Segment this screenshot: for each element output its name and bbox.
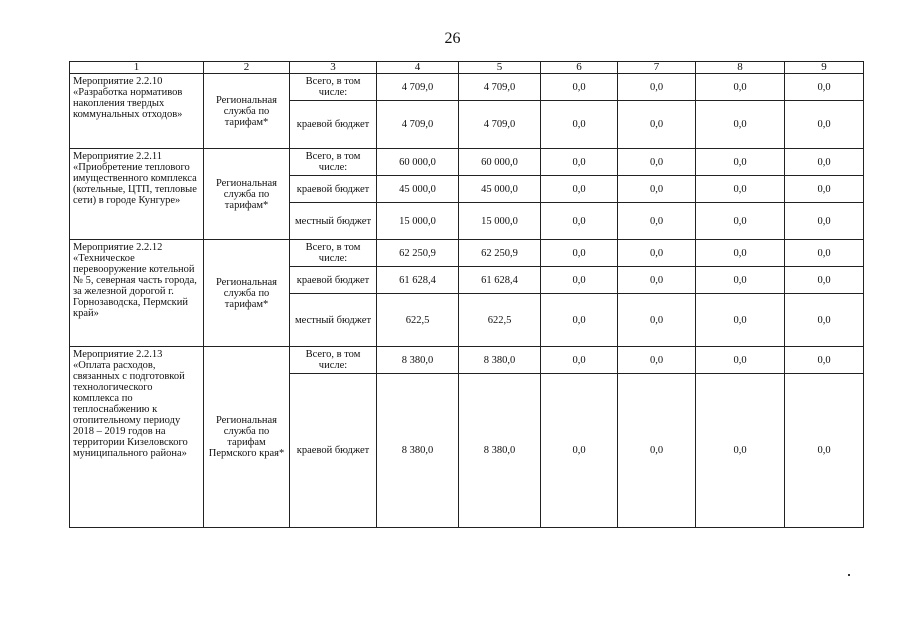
amount-cell: 0,0 — [696, 267, 785, 294]
measure-name-cell: Мероприятие 2.2.11 «Приобретение теплового имущественного комплекса (котельные, ЦТП, тепловые сети) в городе Кунгуре» — [70, 149, 204, 240]
page-number: 26 — [444, 30, 461, 47]
funding-source-cell: краевой бюджет — [290, 267, 377, 294]
amount-cell: 0,0 — [696, 176, 785, 203]
amount-cell: 0,0 — [618, 203, 696, 240]
amount-cell: 0,0 — [618, 267, 696, 294]
amount-cell: 4 709,0 — [459, 101, 541, 149]
amount-cell: 0,0 — [785, 203, 864, 240]
header-cell: 2 — [204, 62, 290, 74]
amount-cell: 4 709,0 — [377, 74, 459, 101]
amount-cell: 0,0 — [785, 294, 864, 347]
amount-cell: 8 380,0 — [377, 374, 459, 528]
amount-cell: 0,0 — [785, 101, 864, 149]
funding-source-cell: местный бюджет — [290, 203, 377, 240]
budget-table — [69, 61, 864, 528]
header-cell: 5 — [459, 62, 541, 74]
header-cell: 9 — [785, 62, 864, 74]
amount-cell: 62 250,9 — [459, 240, 541, 267]
amount-cell: 8 380,0 — [377, 347, 459, 374]
amount-cell: 0,0 — [696, 74, 785, 101]
amount-cell: 45 000,0 — [459, 176, 541, 203]
amount-cell: 0,0 — [541, 294, 618, 347]
amount-cell: 8 380,0 — [459, 347, 541, 374]
amount-cell: 45 000,0 — [377, 176, 459, 203]
amount-cell: 4 709,0 — [459, 74, 541, 101]
amount-cell: 0,0 — [618, 176, 696, 203]
amount-cell: 0,0 — [541, 101, 618, 149]
executor-cell: Региональная служба по тарифам* — [204, 74, 290, 149]
amount-cell: 0,0 — [696, 240, 785, 267]
table-row — [70, 74, 864, 101]
amount-cell: 0,0 — [696, 149, 785, 176]
header-cell: 1 — [70, 62, 204, 74]
amount-cell: 0,0 — [541, 149, 618, 176]
measure-name-cell: Мероприятие 2.2.13 «Оплата расходов, связанных с подготовкой технологического комплекса по теплоснабжению к отопительному периоду 2018 – 2019 годов на территории Кизеловского муниципального района» — [70, 347, 204, 528]
amount-cell: 0,0 — [618, 240, 696, 267]
amount-cell: 4 709,0 — [377, 101, 459, 149]
funding-source-cell: краевой бюджет — [290, 101, 377, 149]
amount-cell: 0,0 — [785, 240, 864, 267]
amount-cell: 0,0 — [618, 149, 696, 176]
measure-name-cell: Мероприятие 2.2.12 «Техническое перевооружение котельной № 5, северная часть города, за железной дорогой г. Горнозаводска, Пермский край» — [70, 240, 204, 347]
amount-cell: 61 628,4 — [377, 267, 459, 294]
executor-cell: Региональная служба по тарифам Пермского края* — [204, 347, 290, 528]
amount-cell: 0,0 — [618, 374, 696, 528]
amount-cell: 0,0 — [541, 347, 618, 374]
amount-cell: 0,0 — [696, 294, 785, 347]
amount-cell: 60 000,0 — [377, 149, 459, 176]
amount-cell: 0,0 — [785, 74, 864, 101]
funding-source-cell: Всего, в том числе: — [290, 74, 377, 101]
amount-cell: 15 000,0 — [459, 203, 541, 240]
amount-cell: 0,0 — [541, 176, 618, 203]
amount-cell: 62 250,9 — [377, 240, 459, 267]
amount-cell: 622,5 — [459, 294, 541, 347]
funding-source-cell: краевой бюджет — [290, 176, 377, 203]
amount-cell: 0,0 — [541, 74, 618, 101]
amount-cell: 0,0 — [541, 374, 618, 528]
funding-source-cell: Всего, в том числе: — [290, 240, 377, 267]
amount-cell: 0,0 — [541, 240, 618, 267]
table-row — [70, 149, 864, 176]
amount-cell: 0,0 — [541, 267, 618, 294]
amount-cell: 8 380,0 — [459, 374, 541, 528]
header-cell: 6 — [541, 62, 618, 74]
amount-cell: 0,0 — [618, 347, 696, 374]
funding-source-cell: Всего, в том числе: — [290, 347, 377, 374]
header-row — [70, 62, 864, 74]
amount-cell: 0,0 — [696, 374, 785, 528]
amount-cell: 60 000,0 — [459, 149, 541, 176]
header-cell: 7 — [618, 62, 696, 74]
executor-cell: Региональная служба по тарифам* — [204, 149, 290, 240]
amount-cell: 61 628,4 — [459, 267, 541, 294]
amount-cell: 0,0 — [785, 347, 864, 374]
funding-source-cell: краевой бюджет — [290, 374, 377, 528]
amount-cell: 0,0 — [618, 74, 696, 101]
funding-source-cell: местный бюджет — [290, 294, 377, 347]
amount-cell: 0,0 — [785, 176, 864, 203]
executor-cell: Региональная служба по тарифам* — [204, 240, 290, 347]
table-row — [70, 240, 864, 267]
amount-cell: 0,0 — [785, 149, 864, 176]
header-cell: 8 — [696, 62, 785, 74]
amount-cell: 0,0 — [618, 101, 696, 149]
amount-cell: 0,0 — [541, 203, 618, 240]
measure-name-cell: Мероприятие 2.2.10 «Разработка нормативов накопления твердых коммунальных отходов» — [70, 74, 204, 149]
amount-cell: 0,0 — [618, 294, 696, 347]
header-cell: 3 — [290, 62, 377, 74]
header-cell: 4 — [377, 62, 459, 74]
table-row — [70, 347, 864, 374]
amount-cell: 622,5 — [377, 294, 459, 347]
amount-cell: 0,0 — [785, 267, 864, 294]
amount-cell: 0,0 — [696, 347, 785, 374]
amount-cell: 0,0 — [785, 374, 864, 528]
amount-cell: 0,0 — [696, 101, 785, 149]
scan-mark — [848, 574, 850, 576]
funding-source-cell: Всего, в том числе: — [290, 149, 377, 176]
amount-cell: 0,0 — [696, 203, 785, 240]
amount-cell: 15 000,0 — [377, 203, 459, 240]
